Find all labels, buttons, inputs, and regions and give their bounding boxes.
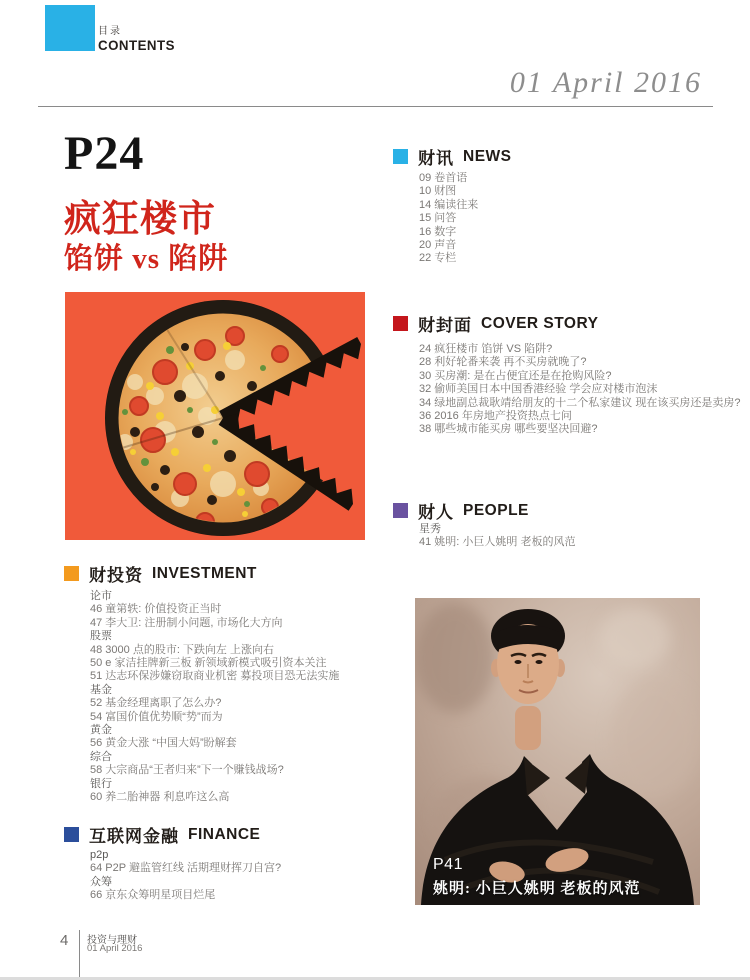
toc-item: 38 哪些城市能买房 哪些要坚决回避? [419, 423, 598, 436]
finance-marker-icon [64, 827, 79, 842]
toc-item: 60 养二胎神器 利息咋这么高 [90, 791, 230, 804]
toc-category: 综合 [90, 750, 112, 763]
toc-item: 51 达志环保涉嫌窃取商业机密 募投项目恐无法实施 [90, 670, 340, 683]
toc-category: 黄金 [90, 724, 112, 737]
news-marker-icon [393, 149, 408, 164]
footer-divider [79, 930, 80, 977]
section-header-news [393, 144, 513, 169]
toc-category: 股票 [90, 630, 112, 643]
investment-list [90, 590, 339, 805]
finance-list [90, 849, 281, 903]
people-list [419, 523, 575, 550]
people-title-cn: 财人 [418, 503, 454, 522]
cover-story-title-cn: 财封面 [418, 316, 472, 335]
finance-title-en: FINANCE [188, 825, 261, 843]
cover-story-list [419, 343, 740, 437]
toc-category: 基金 [90, 683, 112, 696]
toc-item: 52 基金经理离职了怎么办? [90, 697, 222, 710]
toc-item: 24 疯狂楼市 馅饼 VS 陷阱? [419, 343, 553, 355]
masthead-label-en: CONTENTS [98, 37, 175, 53]
investment-title-cn: 财投资 [89, 566, 143, 585]
section-header-finance [64, 822, 263, 847]
page-number: 4 [60, 932, 69, 949]
toc-item: 50 e 家洁挂牌新三板 新领域新模式吸引资本关注 [90, 657, 327, 670]
toc-item: 56 黄金大涨 “中国大妈”盼解套 [90, 737, 237, 750]
toc-item: 28 利好轮番来袭 再不买房就晚了? [419, 356, 587, 369]
toc-item: 30 买房潮: 是在占便宜还是在抢购风险? [419, 369, 612, 382]
toc-item: 48 3000 点的股市: 下跌向左 上涨向右 [90, 643, 274, 656]
section-header-investment [64, 561, 260, 586]
toc-item: 34 绿地副总裁耿靖给朋友的十二个私家建议 现在该买房还是卖房? [419, 396, 741, 409]
date-rule [38, 106, 713, 107]
toc-item: 46 童第轶: 价值投资正当时 [90, 603, 222, 616]
investment-title-en: INVESTMENT [152, 564, 257, 582]
toc-item: 54 富国价值优势顺“势”而为 [90, 710, 223, 723]
feature-illustration [65, 292, 365, 540]
finance-title-cn: 互联网金融 [89, 827, 179, 846]
people-title-en: PEOPLE [463, 501, 529, 519]
section-header-people [393, 498, 531, 523]
toc-item: 47 李大卫: 注册制小问题, 市场化大方向 [90, 616, 283, 629]
toc-item: 22 专栏 [419, 252, 457, 265]
issue-date: 01 April 2016 [509, 66, 702, 99]
toc-item: 64 P2P 避监管红线 活期理财挥刀自宫? [90, 862, 282, 875]
cover-story-marker-icon [393, 316, 408, 331]
investment-marker-icon [64, 566, 79, 581]
toc-category: 银行 [90, 777, 112, 790]
toc-item: 10 财图 [419, 185, 457, 198]
news-title-en: NEWS [463, 147, 512, 165]
photo-caption: 姚明: 小巨人姚明 老板的风范 [433, 881, 641, 897]
people-marker-icon [393, 503, 408, 518]
section-header-cover-story [393, 311, 602, 336]
toc-item: 66 京东众筹明星项目烂尾 [90, 889, 216, 902]
toc-item: 36 2016 年房地产投资热点七问 [419, 410, 572, 423]
toc-category: 星秀 [419, 523, 441, 535]
photo-page-ref: P41 [433, 856, 463, 873]
toc-item: 20 声音 [419, 239, 457, 252]
cover-story-title-en: COVER STORY [481, 314, 599, 332]
feature-page-ref: P24 [64, 127, 145, 180]
pizza-pacman-icon [65, 292, 365, 540]
toc-item: 41 姚明: 小巨人姚明 老板的风范 [419, 536, 576, 549]
toc-item: 32 偷师美国日本中国香港经验 学会应对楼市泡沫 [419, 383, 658, 396]
masthead-label-cn: 目录 [98, 26, 122, 37]
toc-item: 58 大宗商品“王者归来”下一个赚钱战场? [90, 764, 284, 777]
toc-item: 09 卷首语 [419, 172, 468, 184]
toc-item: 15 问答 [419, 212, 457, 225]
toc-category: 众筹 [90, 875, 112, 888]
news-title-cn: 财讯 [418, 149, 454, 168]
magazine-name: 投资与理财 [87, 935, 137, 946]
masthead [98, 22, 179, 53]
news-list [419, 172, 478, 266]
footer-date: 01 April 2016 [87, 943, 143, 954]
feature-title-line1: 疯狂楼市 [64, 199, 216, 240]
masthead-accent-square [45, 5, 95, 51]
toc-item: 16 数字 [419, 225, 457, 238]
toc-item: 14 编读往来 [419, 198, 479, 211]
toc-category: 论市 [90, 590, 112, 602]
toc-category: p2p [90, 849, 109, 861]
feature-title-line2: 馅饼 vs 陷阱 [64, 243, 229, 275]
